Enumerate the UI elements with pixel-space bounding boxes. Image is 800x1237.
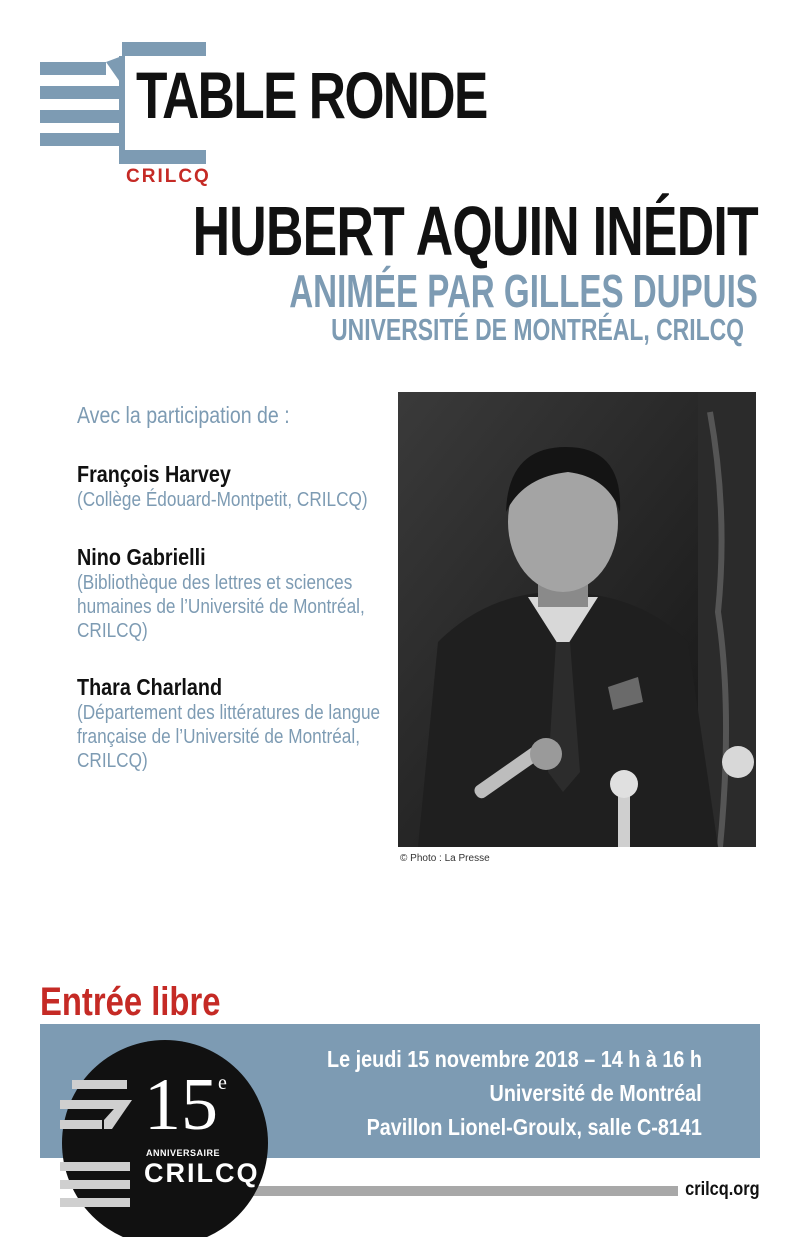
- badge-label: ANNIVERSAIRE: [146, 1148, 221, 1158]
- participants-intro: Avec la participation de :: [77, 402, 290, 428]
- badge-org: CRILCQ: [144, 1158, 260, 1188]
- participant-affiliation: (Département des littératures de langue française de l’Université de Montréal, CRILCQ): [77, 702, 381, 772]
- participant-name: Nino Gabrielli: [77, 544, 206, 570]
- anniversary-badge: [60, 1040, 270, 1237]
- participant-affiliation: (Collège Édouard-Montpetit, CRILCQ): [77, 489, 368, 511]
- event-date-time: Le jeudi 15 novembre 2018 – 14 h à 16 h: [327, 1046, 702, 1072]
- participant-name: Thara Charland: [77, 674, 223, 700]
- event-host: ANIMÉE PAR GILLES DUPUIS: [289, 265, 758, 317]
- event-venue: Université de Montréal: [489, 1080, 702, 1106]
- event-room: Pavillon Lionel-Groulx, salle C-8141: [366, 1114, 702, 1140]
- portrait-photo: [398, 392, 756, 847]
- photo-credit: © Photo : La Presse: [400, 853, 490, 864]
- badge-superscript: e: [218, 1072, 227, 1094]
- participant-affiliation: (Bibliothèque des lettres et sciences humaines de l’Université de Montréal, CRILCQ): [77, 572, 365, 642]
- badge-number: 15: [144, 1064, 218, 1146]
- header-org: CRILCQ: [126, 166, 211, 187]
- event-host-affiliation: UNIVERSITÉ DE MONTRÉAL, CRILCQ: [331, 312, 744, 347]
- event-title: HUBERT AQUIN INÉDIT: [192, 192, 758, 270]
- participant-name: François Harvey: [77, 461, 231, 487]
- website-link[interactable]: crilcq.org: [685, 1179, 760, 1200]
- header-label: TABLE RONDE: [136, 58, 487, 132]
- admission-label: Entrée libre: [40, 980, 221, 1024]
